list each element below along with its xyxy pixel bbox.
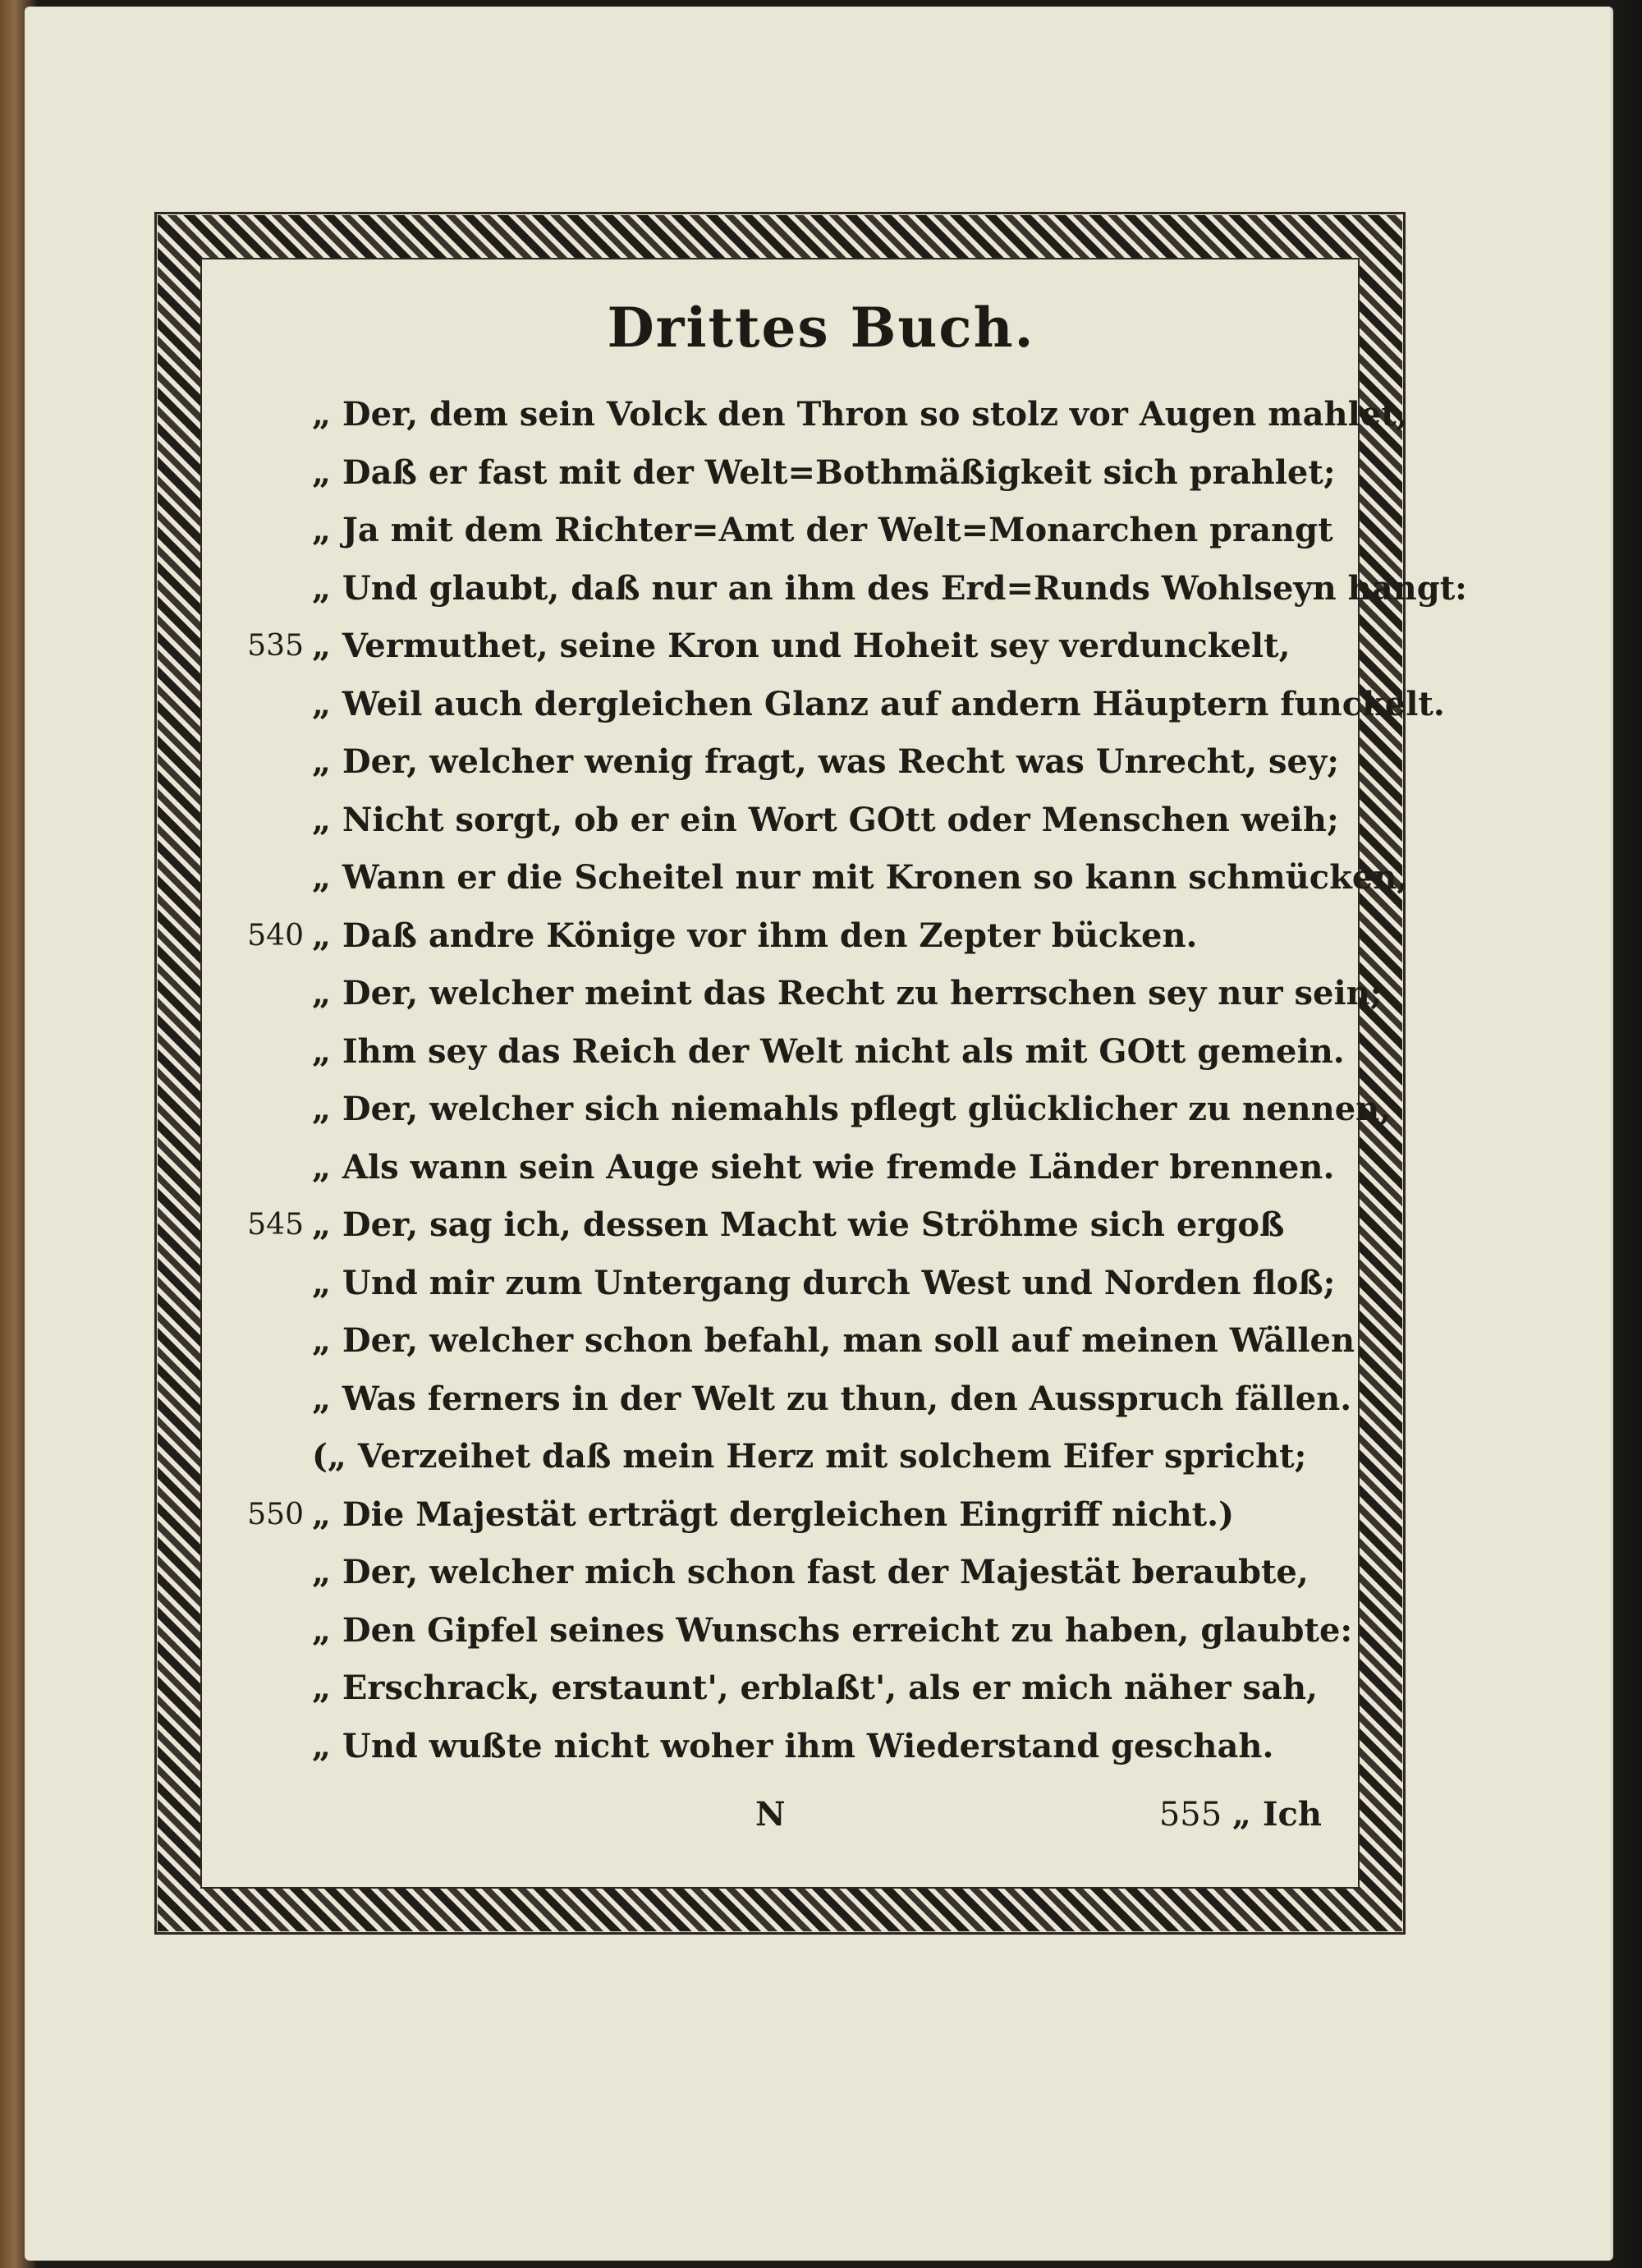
catchword-text: „ Ich xyxy=(1232,1795,1322,1834)
verse-text: „ Nicht sorgt, ob er ein Wort GOtt oder Menschen weih; xyxy=(312,800,1339,839)
verse-text: „ Daß andre Könige vor ihm den Zepter bücken. xyxy=(312,916,1198,955)
verse-line xyxy=(230,1602,1353,1660)
verse-text: „ Die Majestät erträgt dergleichen Eingriff nicht.) xyxy=(312,1494,1234,1534)
signature-mark: N xyxy=(755,1795,786,1834)
verse-line xyxy=(230,733,1339,792)
verse-text: „ Der, welcher meint das Recht zu herrschen sey nur sein; xyxy=(312,974,1383,1012)
verse-text: „ Ja mit dem Richter=Amt der Welt=Monarchen prangt xyxy=(312,511,1333,549)
verse-block xyxy=(230,386,1467,1775)
verse-line xyxy=(230,1486,1297,1545)
verse-line xyxy=(230,907,1297,966)
page-heading: Drittes Buch. xyxy=(607,296,1035,360)
verse-line xyxy=(230,502,1333,560)
verse-text: „ Der, welcher mich schon fast der Majestät beraubte, xyxy=(312,1553,1309,1591)
verse-line xyxy=(230,676,1445,734)
catchword xyxy=(1159,1795,1322,1834)
verse-line xyxy=(230,1081,1392,1139)
line-number: 545 xyxy=(247,1208,304,1242)
verse-line xyxy=(230,386,1408,444)
verse-line xyxy=(230,849,1409,907)
page-footer xyxy=(230,1795,1322,1853)
verse-line xyxy=(230,1255,1336,1313)
verse-text: „ Der, welcher sich niemahls pflegt glücklicher zu nennen, xyxy=(312,1090,1392,1128)
verse-line xyxy=(230,792,1339,850)
verse-text: „ Wann er die Scheitel nur mit Kronen so kann schmücken, xyxy=(312,858,1409,897)
verse-line xyxy=(230,1023,1345,1081)
verse-text: „ Den Gipfel seines Wunschs erreicht zu haben, glaubte: xyxy=(312,1610,1353,1650)
verse-text: „ Und mir zum Untergang durch West und Norden floß; xyxy=(312,1263,1336,1302)
verse-text: „ Daß er fast mit der Welt=Bothmäßigkeit sich prahlet; xyxy=(312,452,1336,492)
verse-line xyxy=(230,1139,1335,1197)
catchword-line-number: 555 xyxy=(1158,1796,1222,1834)
verse-text: „ Was ferners in der Welt zu thun, den Ausspruch fällen. xyxy=(312,1379,1352,1418)
verse-line xyxy=(230,1428,1307,1486)
verse-text: „ Und wußte nicht woher ihm Wiederstand geschah. xyxy=(312,1726,1274,1765)
verse-text: „ Der, dem sein Volck den Thron so stolz vor Augen mahlet, xyxy=(312,395,1408,434)
verse-text: „ Ihm sey das Reich der Welt nicht als mit GOtt gemein. xyxy=(312,1031,1345,1071)
verse-line xyxy=(230,1312,1355,1370)
verse-text: „ Und glaubt, daß nur an ihm des Erd=Runds Wohlseyn hangt: xyxy=(312,568,1467,608)
verse-line xyxy=(230,1718,1297,1776)
verse-text: „ Der, welcher wenig fragt, was Recht was Unrecht, sey; xyxy=(312,742,1339,781)
verse-text: „ Erschrack, erstaunt', erblaßt', als er mich näher sah, xyxy=(312,1669,1318,1707)
line-number: 535 xyxy=(247,629,304,663)
verse-line xyxy=(230,1544,1309,1602)
verse-text: „ Als wann sein Auge sieht wie fremde Länder brennen. xyxy=(312,1147,1335,1187)
verse-text: „ Weil auch dergleichen Glanz auf andern Häuptern funckelt. xyxy=(312,684,1445,723)
line-number: 550 xyxy=(247,1497,304,1531)
verse-text: „ Der, welcher schon befahl, man soll auf meinen Wällen xyxy=(312,1321,1355,1360)
verse-line xyxy=(230,1196,1297,1255)
verse-line xyxy=(230,560,1467,618)
verse-line xyxy=(230,1660,1318,1718)
verse-line xyxy=(230,444,1336,503)
line-number: 540 xyxy=(247,918,304,953)
verse-text: „ Vermuthet, seine Kron und Hoheit sey verdunckelt, xyxy=(312,627,1291,665)
verse-text: („ Verzeihet daß mein Herz mit solchem Eifer spricht; xyxy=(312,1437,1307,1476)
verse-line xyxy=(230,618,1297,676)
verse-text: „ Der, sag ich, dessen Macht wie Ströhme sich ergoß xyxy=(312,1205,1285,1244)
verse-line xyxy=(230,1370,1352,1429)
verse-line xyxy=(230,965,1383,1023)
